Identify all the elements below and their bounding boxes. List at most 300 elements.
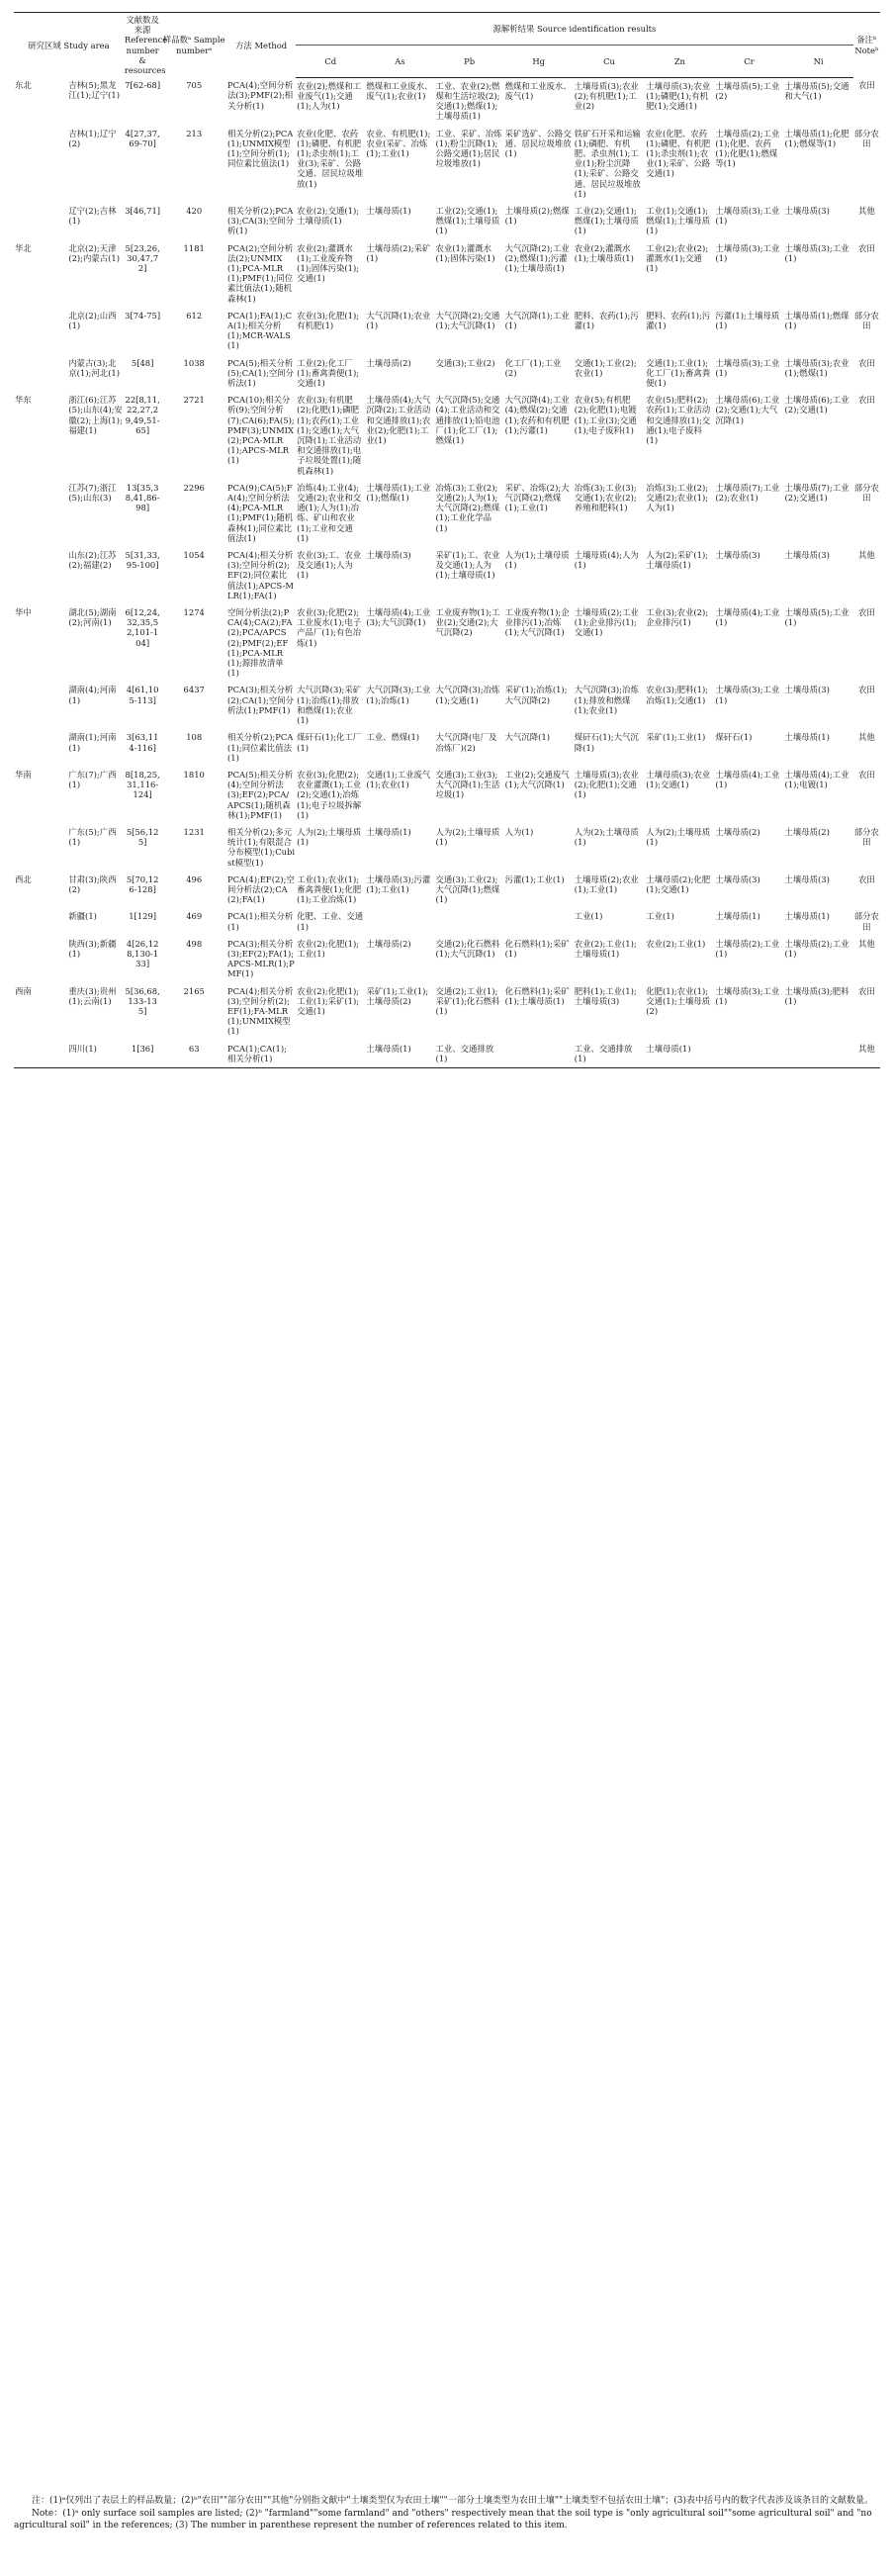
reference-cell: 4[26,128,130-133]: [126, 938, 159, 969]
ni-source-cell: 土壤母质(5);工业(1): [784, 607, 849, 628]
as-source-cell: 农业、有机肥(1);农业(采矿、冶炼(1);工业(1): [366, 128, 431, 158]
ni-source-cell: 土壤母质(1);化肥(1);燃煤等(1): [784, 128, 849, 148]
study-area-cell: 北京(2);山西(1): [68, 310, 117, 330]
cu-source-cell: 工业(2);交通(1);燃煤(1);土壤母质(1): [574, 205, 639, 236]
note-cell: 农田: [857, 357, 875, 368]
header-element-as: As: [365, 45, 434, 77]
hg-source-cell: 采矿、冶炼(2);大气沉降(2);燃煤(1);工业(1): [504, 482, 570, 513]
region-cell: [14, 682, 67, 729]
region-cell: 华东: [15, 395, 32, 406]
study-area-cell: 内蒙古(3);北京(1);河北(1): [68, 357, 120, 378]
note-cell: 农田: [857, 242, 875, 253]
cr-source-cell: 煤矸石(1): [715, 732, 753, 743]
cr-source-cell: 土壤母质(4);工业(1): [715, 607, 780, 628]
note-english: Note：(1)ᵃ only surface soil samples are listed; (2)ᵇ "farmland""some farmland" and "others" respectively mean that the soil type is "only agricultural soil""some agricultural soil" and "no agricultural soil" in the references; (3) The number in parenthese represent the number of references related to this item.: [14, 2508, 872, 2530]
sample-number-cell: 2296: [183, 482, 205, 493]
as-source-cell: 交通(1);工业废气(1);农业(1): [366, 769, 431, 790]
ni-source-cell: 土壤母质(4);工业(1);电镀(1): [784, 769, 849, 790]
table-row: [14, 767, 880, 824]
sample-number-cell: 2721: [183, 395, 205, 406]
pb-source-cell: 交通(2);工业(1);采矿(1);化石燃料(1): [435, 985, 500, 1016]
pb-source-cell: 农业(1);灌溉水(1);固体污染(1): [435, 242, 495, 263]
study-area-cell: 吉林(5);黑龙江(1);辽宁(1): [68, 80, 120, 101]
sample-number-cell: 1274: [183, 607, 205, 618]
cr-source-cell: 土壤母质(5);工业(2): [715, 80, 780, 101]
ni-source-cell: 土壤母质(3): [784, 550, 830, 561]
as-source-cell: 土壤母质(4);大气沉降(2);工业活动和交通排放(1);农业(2);化肥(1);工业(1): [366, 395, 431, 446]
as-source-cell: 土壤母质(3);污灌(1);工业(1): [366, 874, 431, 894]
cr-source-cell: 污灌(1);土壤母质(1): [715, 310, 780, 330]
cd-source-cell: 大气沉降(3);采矿(1);冶炼(1);排放和燃煤(1);农业(1): [297, 685, 362, 726]
sample-number-cell: 6437: [183, 685, 205, 695]
cu-source-cell: 工业(1): [574, 911, 603, 922]
ni-source-cell: 土壤母质(3);肥料(1): [784, 985, 849, 1006]
study-area-cell: 四川(1): [67, 1041, 124, 1068]
hg-source-cell: 燃煤和工业废水、废气(1): [504, 80, 572, 101]
cu-source-cell: 肥料、农药(1);污灌(1): [574, 310, 639, 330]
as-source-cell: 土壤母质(1);工业(1);燃煤(1): [366, 482, 431, 504]
hg-source-cell: [504, 1041, 574, 1068]
note-cell: 农田: [857, 685, 875, 695]
cu-source-cell: 肥料(1);工业(1);土壤母质(3): [574, 985, 637, 1006]
header-method: 方法 Method: [226, 13, 296, 78]
zn-source-cell: 农业(2);工业(1): [646, 938, 706, 949]
header-element-zn: Zn: [645, 45, 714, 77]
zn-source-cell: 土壤母质(1): [645, 1041, 714, 1068]
zn-source-cell: 土壤母质(2);化肥(1);交通(1): [646, 874, 711, 894]
table-notes: [14, 2495, 880, 2532]
table-row: [14, 908, 880, 935]
header-note: 备注ᵇ Noteᵇ: [853, 13, 880, 78]
sample-number-cell: 1181: [183, 242, 205, 253]
zn-source-cell: 冶炼(3);工业(2);交通(2);农业(1);人为(1): [646, 482, 709, 513]
cu-source-cell: 煤矸石(1);大气沉降(1): [574, 732, 639, 753]
hg-source-cell: 大气沉降(4);工业(4);燃煤(2);交通(1);农药和有机肥(1);污灌(1): [504, 395, 570, 435]
as-source-cell: 工业、燃煤(1): [366, 732, 420, 743]
method-cell: PCA(3);相关分析(2);CA(1);空间分析法(1);PMF(1): [227, 685, 294, 715]
study-area-cell: 北京(2);天津(2);内蒙古(1): [68, 242, 120, 263]
method-cell: PCA(4);EF(2);空间分析法(2);CA(2);FA(1): [227, 874, 295, 905]
cd-source-cell: 农业(2);燃煤和工业废气(1);交通(1);人为(1): [297, 80, 362, 112]
header-reference-number: 文献数及来源 Reference number & resources: [124, 13, 161, 78]
cr-source-cell: 土壤母质(3);工业(1): [715, 357, 780, 378]
pb-source-cell: 交通(3);工业(2): [435, 357, 495, 368]
ni-source-cell: [784, 1041, 853, 1068]
sample-number-cell: 63: [161, 1041, 226, 1068]
cd-source-cell: [296, 1041, 365, 1068]
as-source-cell: 土壤母质(2);采矿(1): [366, 242, 431, 263]
ni-source-cell: 土壤母质(1): [784, 732, 830, 743]
cu-source-cell: 土壤母质(2);农业(1);工业(1): [574, 874, 639, 894]
table-row: [14, 480, 880, 547]
method-cell: PCA(3);相关分析(3);EF(2);FA(1);APCS-MLR(1);PMF(1): [227, 938, 295, 979]
reference-cell: 1[129]: [129, 911, 157, 922]
reference-cell: 13[35,38,41,86-98]: [125, 482, 160, 513]
region-cell: [14, 355, 67, 393]
method-cell: 相关分析(2);PCA(1);UNMIX模型(1);空间分析(1);同位素比值法(1): [227, 128, 294, 169]
hg-source-cell: 土壤母质(2);燃煤(1): [504, 205, 570, 227]
cu-source-cell: 大气沉降(3);冶炼(1);排放和燃煤(1);农业(1): [574, 685, 639, 715]
as-source-cell: 土壤母质(1): [366, 205, 411, 216]
hg-source-cell: 化工厂(1);工业(2): [504, 357, 562, 378]
cd-source-cell: 农业(3);化肥(1);有机肥(1): [297, 310, 360, 330]
ni-source-cell: 土壤母质(5);交通和大气(1): [784, 80, 849, 101]
ni-source-cell: 土壤母质(3): [784, 205, 830, 216]
pb-source-cell: 大气沉降(电厂及冶炼厂)(2): [435, 732, 497, 753]
study-area-cell: 吉林(1);辽宁(2): [68, 128, 117, 148]
pb-source-cell: 采矿(1);工、农业及交通(1);人为(1);土壤母质(1): [435, 550, 500, 581]
note-cell: 其他: [853, 1041, 880, 1068]
reference-cell: 4[61,105-113]: [126, 685, 159, 705]
method-cell: PCA(1);FA(1);CA(1);相关分析(1);MCR-WALS(1): [227, 310, 293, 351]
sample-number-cell: 108: [186, 732, 203, 743]
as-source-cell: 土壤母质(3): [366, 550, 411, 561]
note-cell: 其他: [857, 938, 875, 949]
ni-source-cell: 土壤母质(1): [784, 911, 830, 922]
zn-source-cell: 采矿(1);工业(1): [646, 732, 706, 743]
hg-source-cell: 工业(2);交通废气(1);大气沉降(1): [504, 769, 570, 790]
region-cell: [14, 824, 67, 872]
table-body: [14, 77, 880, 1067]
method-cell: PCA(1);CA(1);相关分析(1): [226, 1041, 296, 1068]
cr-source-cell: 土壤母质(6);工业(2);交通(1);大气沉降(1): [715, 395, 780, 425]
cd-source-cell: 人为(2);土壤母质(1): [297, 826, 362, 848]
region-cell: [14, 1041, 67, 1068]
cd-source-cell: 农业(3);化肥(2);工业废水(1);电子产品厂(1);有色冶炼(1): [297, 607, 362, 648]
sample-number-cell: 612: [186, 310, 203, 321]
cd-source-cell: 农业(3);化肥(2);农业灌溉(1);工业(2);交通(1);冶炼(1);电子垃圾拆解(1): [297, 769, 362, 820]
method-cell: 相关分析(2);多元统计(1);有限混合分布模型(1);Cubist模型(1): [227, 826, 296, 868]
method-cell: PCA(5);相关分析(4);空间分析法(3);EF(2);PCA/APCS(1);随机森林(1);PMF(1): [227, 769, 294, 820]
region-cell: [14, 729, 67, 767]
cd-source-cell: 工业(2);化工厂(1);畜禽粪便(1);交通(1): [297, 357, 360, 388]
note-cell: 部分农田: [853, 128, 879, 148]
zn-source-cell: 人为(2);土壤母质(1): [646, 826, 711, 848]
study-area-cell: 陕西(3);新疆(1): [68, 938, 117, 959]
reference-cell: 3[46,71]: [125, 205, 161, 216]
method-cell: 相关分析(2);PCA(1);同位素比值法(1): [227, 732, 294, 763]
cu-source-cell: 土壤母质(2);工业(1);企业排污(1);交通(1): [574, 607, 639, 638]
sample-number-cell: 496: [186, 874, 203, 884]
note-cell: 部分农田: [853, 826, 879, 848]
cd-source-cell: 农业(3);工、农业及交通(1);人为(1): [297, 550, 362, 581]
sample-number-cell: 2165: [183, 985, 205, 996]
cr-source-cell: 土壤母质(3);工业(1): [715, 205, 780, 227]
region-cell: [14, 308, 67, 355]
as-source-cell: 大气沉降(3);工业(1);冶炼(1): [366, 685, 431, 705]
zn-source-cell: 土壤母质(3);农业(1);交通(1): [646, 769, 711, 790]
note-cell: 部分农田: [853, 911, 879, 932]
method-cell: PCA(2);空间分析法(2);UNMIX(1);PCA-MLR(1);PMF(1);同位素比值法(1);随机森林(1): [227, 242, 294, 304]
header-element-hg: Hg: [504, 45, 574, 77]
sample-number-cell: 1231: [183, 826, 205, 837]
ni-source-cell: 土壤母质(3): [784, 874, 830, 884]
cd-source-cell: 冶炼(4);工业(4);交通(2);农业和交通(1);人为(1);冶炼、矿山和农业(1);工业和交通(1): [297, 482, 362, 543]
reference-cell: 3[63,114-116]: [126, 732, 159, 753]
table-row: [14, 355, 880, 393]
study-area-cell: 湖北(5);湖南(2);河南(1): [68, 607, 117, 628]
cd-source-cell: 煤矸石(1);化工厂(1): [297, 732, 362, 753]
reference-cell: 6[12,24,32,35,52,101-104]: [125, 607, 160, 648]
region-cell: [14, 203, 67, 240]
sample-number-cell: 469: [186, 911, 203, 922]
table-row: [14, 824, 880, 872]
cr-source-cell: 土壤母质(3);工业(1): [715, 242, 780, 263]
hg-source-cell: [504, 908, 574, 935]
cr-source-cell: [714, 1041, 783, 1068]
table-row: [14, 682, 880, 729]
reference-cell: 3[74-75]: [125, 310, 161, 321]
region-cell: [14, 547, 67, 604]
note-cell: 其他: [857, 205, 875, 216]
note-cell: 农田: [857, 874, 875, 884]
method-cell: PCA(5);相关分析(5);CA(1);空间分析法(1): [227, 357, 294, 388]
hg-source-cell: 采矿(1);冶炼(1);大气沉降(2): [504, 685, 568, 705]
zn-source-cell: 工业(2);农业(2);灌溉水(1);交通(1): [646, 242, 709, 273]
cr-source-cell: 土壤母质(3);工业(1): [715, 685, 780, 705]
note-cell: 部分农田: [853, 482, 879, 504]
cr-source-cell: 土壤母质(1): [715, 911, 760, 922]
study-area-cell: 湖南(4);河南(1): [68, 685, 117, 705]
reference-cell: 22[8,11,22,27,29,49,51-65]: [125, 395, 160, 435]
table-row: [14, 1041, 880, 1068]
reference-cell: 5[31,33,95-100]: [125, 550, 160, 571]
as-source-cell: 采矿(1);工业(1);土壤母质(2): [366, 985, 429, 1006]
cu-source-cell: 冶炼(3);工业(3);交通(1);农业(2);养殖和肥料(1): [574, 482, 637, 513]
sample-number-cell: 420: [186, 205, 203, 216]
method-cell: PCA(9);CA(5);FA(4);空间分析法(4);PCA-MLR(1);PMF(1);随机森林(1);同位素比值法(1): [227, 482, 294, 543]
ni-source-cell: 土壤母质(1);燃煤(1): [784, 310, 849, 330]
study-area-cell: 山东(2);江苏(2);福建(2): [68, 550, 117, 571]
pb-source-cell: [434, 908, 503, 935]
method-cell: PCA(10);相关分析(9);空间分析(7);CA(6);FA(5);PMF(3);UNMIX(2);PCA-MLR(1);APCS-MLR(1): [227, 395, 295, 466]
header-study-area: 研究区域 Study area: [14, 13, 124, 78]
header-element-ni: Ni: [784, 45, 853, 77]
reference-cell: 5[48]: [131, 357, 154, 368]
header-element-cr: Cr: [714, 45, 783, 77]
study-area-cell: 广东(7);广西(1): [68, 769, 117, 790]
pb-source-cell: 交通(2);化石燃料(1);大气沉降(1): [435, 938, 500, 959]
pb-source-cell: 工业(2);交通(1);燃煤(1);土壤母质(1): [435, 205, 500, 236]
cr-source-cell: 土壤母质(2): [715, 826, 760, 837]
cu-source-cell: 土壤母质(3);农业(2);有机肥(1);工业(2): [574, 80, 639, 112]
method-cell: 空间分析法(2);PCA(4);CA(2);FA(2);PCA/APCS(2);PMF(2);EF(1);PCA-MLR(1);源排放清单(1): [227, 607, 293, 679]
ni-source-cell: 土壤母质(3): [784, 685, 830, 695]
method-cell: PCA(4);相关分析(3);空间分析(2);EF(1);FA-MLR(1);UNMIX模型(1): [227, 985, 294, 1037]
cd-source-cell: 农业(2);化肥(1);工业(1): [297, 938, 360, 959]
table-row: [14, 77, 880, 125]
cu-source-cell: 农业(5);有机肥(2);化肥(1);电镀(1);工业(3);交通(1);电子废料(1): [574, 395, 637, 435]
note-cell: 部分农田: [853, 310, 879, 330]
method-cell: PCA(4);相关分析(3);空间分析(2);EF(2);同位素比值法(1);APCS-MLR(1);FA(1): [227, 550, 294, 600]
cr-source-cell: 土壤母质(3): [715, 550, 760, 561]
reference-cell: 5[36,68,133-135]: [125, 985, 160, 1016]
reference-cell: 8[18,25,31,116-124]: [125, 769, 160, 800]
hg-source-cell: 大气沉降(2);工业(2);燃煤(1);污灌(1);土壤母质(1): [504, 242, 570, 273]
study-area-cell: 湖南(1);河南(1): [68, 732, 117, 753]
cu-source-cell: 铁矿石开采和运输(1);磷肥、有机肥、杀虫剂(1);工业(1);粉尘沉降(1);采矿、公路交通、居民垃圾堆放(1): [574, 128, 641, 199]
zn-source-cell: 工业(3);农业(2);企业排污(1): [646, 607, 709, 628]
as-source-cell: 大气沉降(1);农业(1): [366, 310, 431, 330]
zn-source-cell: 农业(3);肥料(1);冶炼(1);交通(1): [646, 685, 709, 705]
note-cell: 农田: [857, 769, 875, 780]
as-source-cell: 土壤母质(2): [366, 938, 411, 949]
study-area-cell: 新疆(1): [68, 911, 97, 922]
zn-source-cell: 土壤母质(3);农业(1);磷肥(1);有机肥(1);交通(1): [646, 80, 711, 112]
table-row: [14, 126, 880, 203]
sample-number-cell: 498: [186, 938, 203, 949]
region-cell: 西北: [15, 874, 32, 884]
table-row: [14, 240, 880, 308]
table-row: [14, 392, 880, 480]
study-area-cell: 辽宁(2);吉林(1): [68, 205, 117, 227]
note-cell: 农田: [857, 80, 875, 91]
hg-source-cell: 工业废弃物(1);企业排污(1);冶炼(1);大气沉降(1): [504, 607, 570, 638]
study-area-cell: 甘肃(3);陕西(2): [68, 874, 117, 894]
sample-number-cell: 1038: [183, 357, 205, 368]
note-cell: 其他: [857, 550, 875, 561]
pb-source-cell: 工业、农业(2);燃煤和生活垃圾(2);交通(1);燃煤(1);土壤母质(1): [435, 80, 500, 122]
cu-source-cell: 农业(2);工业(1);土壤母质(1): [574, 938, 637, 959]
cu-source-cell: 交通(1);工业(2);农业(1): [574, 357, 637, 378]
table-row: [14, 983, 880, 1041]
as-source-cell: [365, 908, 434, 935]
as-source-cell: 土壤母质(1): [365, 1041, 434, 1068]
zn-source-cell: 工业(1);交通(1);燃煤(1);土壤母质(1): [646, 205, 711, 236]
region-cell: 华南: [15, 769, 32, 780]
cu-source-cell: 工业、交通排放(1): [574, 1041, 645, 1068]
sample-number-cell: 705: [186, 80, 203, 91]
region-cell: [14, 908, 67, 935]
table-row: [14, 547, 880, 604]
note-cell: 其他: [857, 732, 875, 743]
pb-source-cell: 交通(3);工业(3);大气沉降(1);生活垃圾(1): [435, 769, 500, 800]
cr-source-cell: 土壤母质(3): [715, 874, 760, 884]
note-chinese: 注：(1)ᵃ仅列出了表层土的样品数量；(2)ᵇ"农田""部分农田""其他"分别指文献中"土壤类型仅为农田土壤""一部分土壤类型为农田土壤""土壤类型不包括农田土壤"；(3)表中括号内的数字代表涉及该条目的文献数量。: [32, 2496, 873, 2506]
method-cell: PCA(4);空间分析法(3);PMF(2);相关分析(1): [227, 80, 294, 111]
region-cell: 华北: [15, 242, 32, 253]
reference-cell: 5[56,125]: [126, 826, 159, 848]
region-cell: 东北: [15, 80, 32, 91]
region-cell: [14, 126, 67, 203]
ni-source-cell: 土壤母质(3);农业(1);燃煤(1): [784, 357, 849, 378]
pb-source-cell: 人为(2);土壤母质(1): [435, 826, 500, 848]
ni-source-cell: 土壤母质(3);工业(1): [784, 242, 849, 263]
ni-source-cell: 土壤母质(7);工业(2);交通(1): [784, 482, 849, 504]
zn-source-cell: 工业(1): [646, 911, 674, 922]
table-row: [14, 729, 880, 767]
note-cell: 农田: [857, 985, 875, 996]
region-cell: [14, 480, 67, 547]
as-source-cell: 土壤母质(4);工业(3);大气沉降(1): [366, 607, 431, 628]
pb-source-cell: 大气沉降(3);冶炼(1);交通(1): [435, 685, 500, 705]
cd-source-cell: 农业(2);灌溉水(1);工业废弃物(1);固体污染(1);交通(1): [297, 242, 360, 284]
cr-source-cell: 土壤母质(2);工业(1);化肥、农药(1);化肥(1);燃煤等(1): [715, 128, 780, 169]
sample-number-cell: 1054: [183, 550, 205, 561]
zn-source-cell: 化肥(1);农业(1);交通(1);土壤母质(2): [646, 985, 711, 1016]
cu-source-cell: 土壤母质(4);人为(1): [574, 550, 639, 571]
header-element-pb: Pb: [434, 45, 503, 77]
cr-source-cell: 土壤母质(4);工业(1): [715, 769, 780, 790]
header-element-cd: Cd: [296, 45, 365, 77]
hg-source-cell: 大气沉降(1): [504, 732, 551, 743]
study-area-cell: 江苏(7);浙江(5);山东(3): [68, 482, 117, 504]
header-sample-number: 样品数ᵃ Sample numberᵃ: [161, 13, 226, 78]
hg-source-cell: 人为(1): [504, 826, 534, 837]
pb-source-cell: 工业废弃物(1);工业(2);交通(2);大气沉降(2): [435, 607, 500, 638]
cr-source-cell: 土壤母质(7);工业(2);农业(1): [715, 482, 780, 504]
pb-source-cell: 大气沉降(5);交通(4);工业活动和交通排放(1);铅电池厂(1);化工厂(1);燃煤(1): [435, 395, 500, 446]
table-row: [14, 936, 880, 983]
region-cell: 西南: [15, 985, 32, 996]
header-source-identification: 源解析结果 Source identification results: [296, 13, 853, 46]
note-cell: 农田: [857, 395, 875, 406]
table-row: [14, 604, 880, 682]
cd-source-cell: 工业(1);农业(1);畜禽粪便(1);化肥(1);工业冶炼(1): [297, 874, 362, 905]
as-source-cell: 燃煤和工业废水、废气(1);农业(1): [366, 80, 433, 101]
hg-source-cell: 化石燃料(1);采矿(1): [504, 938, 570, 959]
zn-source-cell: 农业(化肥、农药(1);磷肥、有机肥(1);杀虫剂(1);农业(1);采矿、公路交通(1): [646, 128, 711, 179]
pb-source-cell: 工业、采矿、冶炼(1);粉尘沉降(1);公路交通(1);居民垃圾堆放(1): [435, 128, 502, 169]
study-area-cell: 广东(5);广西(1): [68, 826, 117, 848]
hg-source-cell: 采矿选矿、公路交通、居民垃圾堆放(1): [504, 128, 572, 158]
ni-source-cell: 土壤母质(6);工业(2);交通(1): [784, 395, 849, 415]
hg-source-cell: 大气沉降(1);工业(1): [504, 310, 570, 330]
cd-source-cell: 农业(2);交通(1);土壤母质(1): [297, 205, 360, 227]
region-cell: [14, 936, 67, 983]
sample-number-cell: 213: [186, 128, 203, 138]
cd-source-cell: 农业(2);化肥(1);工业(1);采矿(1);交通(1): [297, 985, 360, 1016]
cr-source-cell: 土壤母质(2);工业(1): [715, 938, 780, 959]
cu-source-cell: 人为(2);土壤母质(1): [574, 826, 639, 848]
cd-source-cell: 农业(化肥、农药(1);磷肥、有机肥(1);杀虫剂(1);工业(3);采矿、公路交通、居民垃圾堆放(1): [297, 128, 364, 189]
reference-cell: 7[62-68]: [125, 80, 161, 91]
as-source-cell: 土壤母质(2): [366, 357, 411, 368]
ni-source-cell: 土壤母质(2): [784, 826, 830, 837]
zn-source-cell: 农业(5);肥料(2);农药(1);工业活动和交通排放(1);交通(1);电子废料(1): [646, 395, 711, 446]
header-element-cu: Cu: [574, 45, 645, 77]
cr-source-cell: 土壤母质(3);工业(1): [715, 985, 780, 1006]
table-row: [14, 872, 880, 909]
cd-source-cell: 农业(3);有机肥(2);化肥(1);磷肥(1);农药(1);工业(1);交通(1);大气沉降(1);工业活动和交通排放(1);电子垃圾处置(1);随机森林(1): [297, 395, 362, 476]
region-cell: 华中: [15, 607, 32, 618]
source-identification-table: [14, 12, 880, 1068]
table-row: [14, 308, 880, 355]
method-cell: 相关分析(2);PCA(3);CA(3);空间分析(1): [227, 205, 294, 236]
zn-source-cell: 人为(2);采矿(1);土壤母质(1): [646, 550, 709, 571]
reference-cell: 4[27,37,69-70]: [125, 128, 160, 148]
zn-source-cell: 肥料、农药(1);污灌(1): [646, 310, 711, 330]
cu-source-cell: 土壤母质(3);农业(2);化肥(1);交通(1): [574, 769, 639, 800]
reference-cell: 1[36]: [124, 1041, 161, 1068]
hg-source-cell: 污灌(1);工业(1): [504, 874, 565, 884]
pb-source-cell: 大气沉降(2);交通(1);大气沉降(1): [435, 310, 500, 330]
sample-number-cell: 1810: [183, 769, 205, 780]
pb-source-cell: 工业、交通排放(1): [434, 1041, 503, 1068]
as-source-cell: 土壤母质(1): [366, 826, 411, 837]
pb-source-cell: 交通(3);工业(2);大气沉降(1);燃煤(1): [435, 874, 500, 905]
reference-cell: 5[23,26,30,47,72]: [125, 242, 160, 273]
note-cell: 农田: [857, 607, 875, 618]
hg-source-cell: 人为(1);土壤母质(1): [504, 550, 570, 571]
zn-source-cell: 交通(1);工业(1);化工厂(1);畜禽粪便(1): [646, 357, 711, 388]
pb-source-cell: 冶炼(3);工业(2);交通(2);人为(1);大气沉降(2);燃煤(1);工业化学品(1): [435, 482, 500, 533]
method-cell: PCA(1);相关分析(1): [227, 911, 294, 932]
hg-source-cell: 化石燃料(1);采矿(1);土壤母质(1): [504, 985, 570, 1006]
reference-cell: 5[70,126-128]: [126, 874, 159, 894]
cd-source-cell: 化肥、工业、交通(1): [297, 911, 364, 932]
cu-source-cell: 农业(2);灌溉水(1);土壤母质(1): [574, 242, 634, 263]
